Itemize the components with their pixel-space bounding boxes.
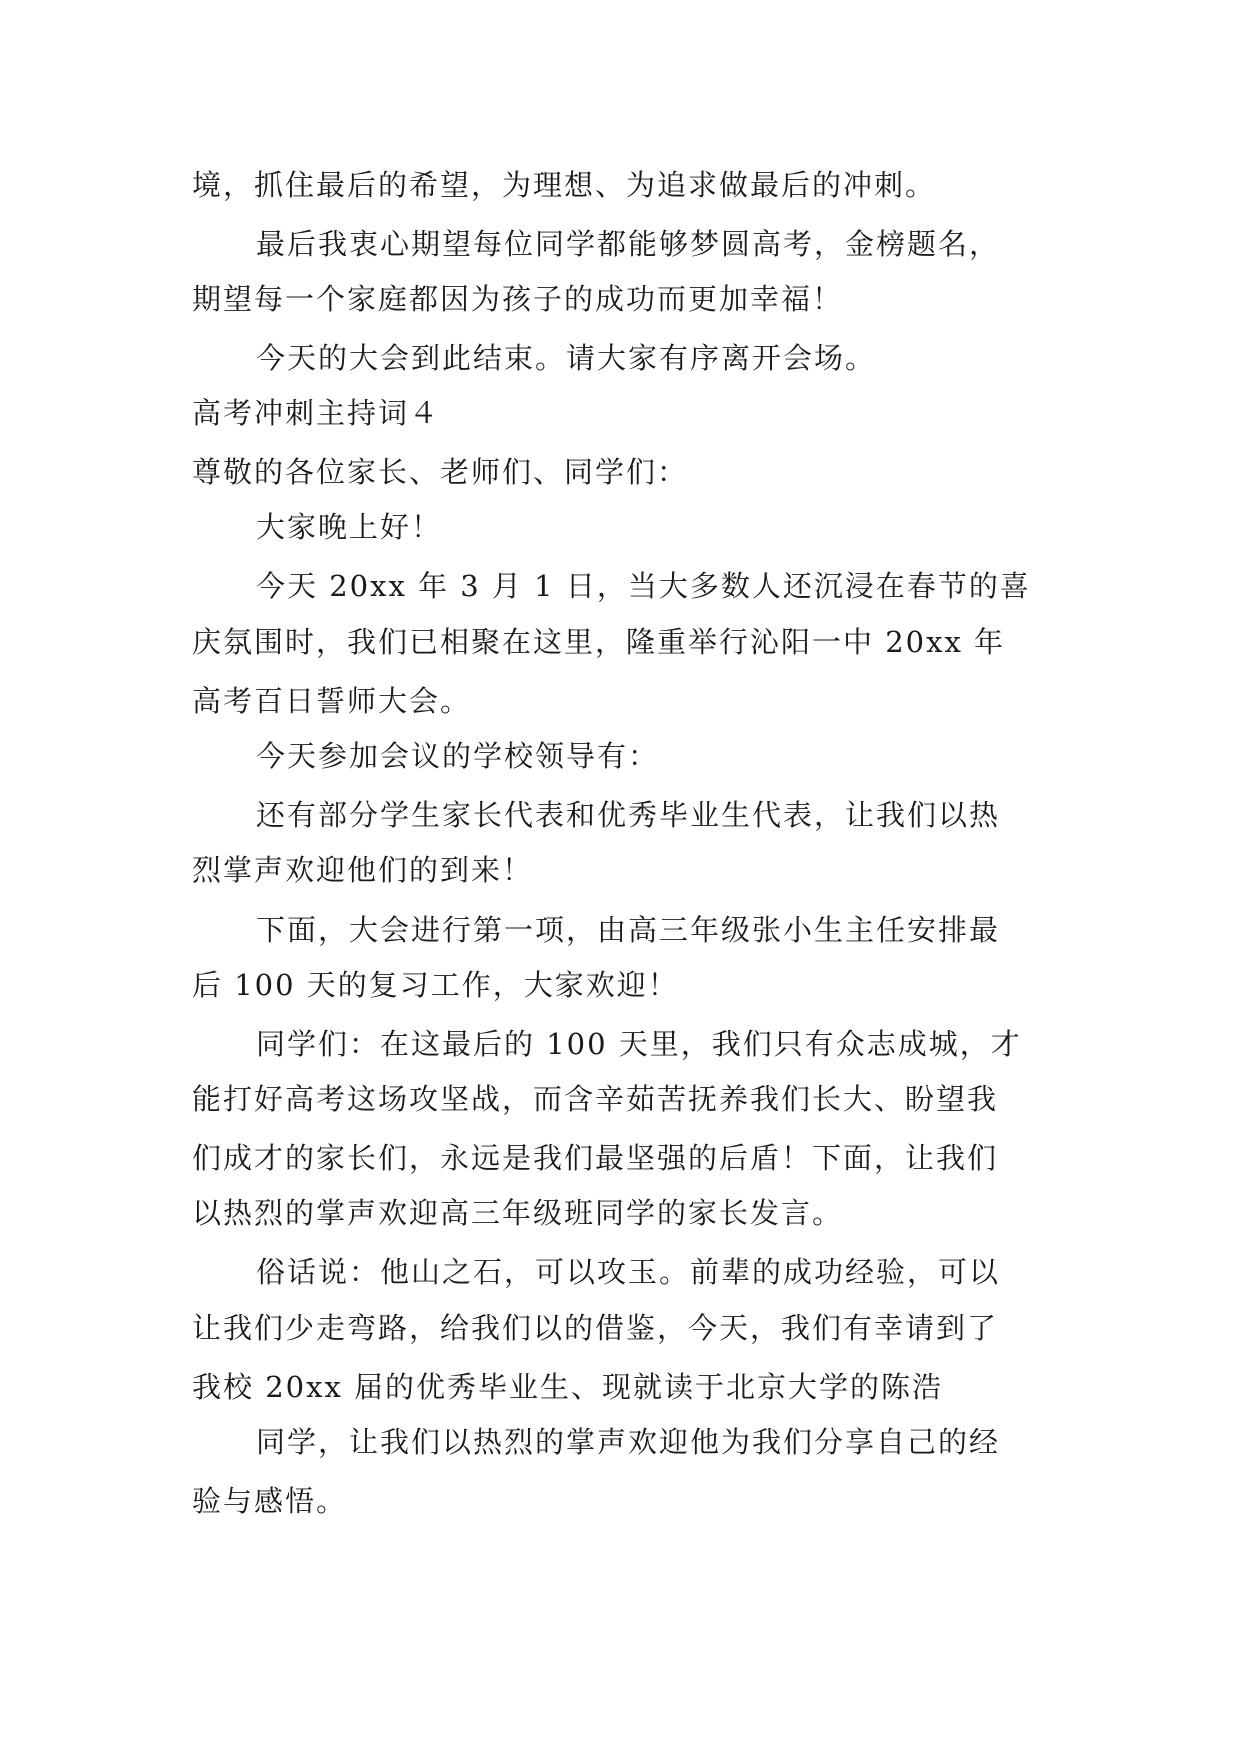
paragraph-line: 今天的大会到此结束。请大家有序离开会场。 <box>256 341 877 375</box>
paragraph-line: 还有部分学生家长代表和优秀毕业生代表，让我们以热 <box>256 798 1001 832</box>
paragraph-line: 以热烈的掌声欢迎高三年级班同学的家长发言。 <box>192 1196 844 1230</box>
paragraph-line: 俗话说：他山之石，可以攻玉。前辈的成功经验，可以 <box>256 1255 1001 1289</box>
paragraph-line: 烈掌声欢迎他们的到来！ <box>192 853 534 887</box>
greeting: 大家晚上好！ <box>256 510 443 544</box>
paragraph-line: 同学们：在这最后的 100 天里，我们只有众志成城，才 <box>256 1027 1022 1061</box>
section-heading: 高考冲刺主持词４ <box>192 396 441 430</box>
paragraph-line: 最后我衷心期望每位同学都能够梦圆高考，金榜题名， <box>256 227 1001 261</box>
paragraph-line: 下面，大会进行第一项，由高三年级张小生主任安排最 <box>256 913 1001 947</box>
paragraph-line: 我校 20xx 届的优秀毕业生、现就读于北京大学的陈浩 <box>192 1370 944 1404</box>
paragraph-line: 们成才的家长们，永远是我们最坚强的后盾！下面，让我们 <box>192 1141 999 1175</box>
paragraph-line: 境，抓住最后的希望，为理想、为追求做最后的冲刺。 <box>192 168 937 202</box>
paragraph-line: 后 100 天的复习工作，大家欢迎！ <box>192 968 679 1002</box>
paragraph-line: 验与感悟。 <box>192 1484 348 1518</box>
paragraph-line: 今天参加会议的学校领导有： <box>256 739 660 773</box>
paragraph-line: 今天 20xx 年 3 月 1 日，当大多数人还沉浸在春节的喜 <box>256 569 1031 603</box>
salutation: 尊敬的各位家长、老师们、同学们： <box>192 455 689 489</box>
paragraph-line: 同学，让我们以热烈的掌声欢迎他为我们分享自己的经 <box>256 1425 1001 1459</box>
paragraph-line: 庆氛围时，我们已相聚在这里，隆重举行沁阳一中 20xx 年 <box>192 625 1006 659</box>
paragraph-line: 让我们少走弯路，给我们以的借鉴，今天，我们有幸请到了 <box>192 1311 999 1345</box>
paragraph-line: 期望每一个家庭都因为孩子的成功而更加幸福！ <box>192 282 844 316</box>
paragraph-line: 能打好高考这场攻坚战，而含辛茹苦抚养我们长大、盼望我 <box>192 1082 999 1116</box>
paragraph-line: 高考百日誓师大会。 <box>192 684 472 718</box>
